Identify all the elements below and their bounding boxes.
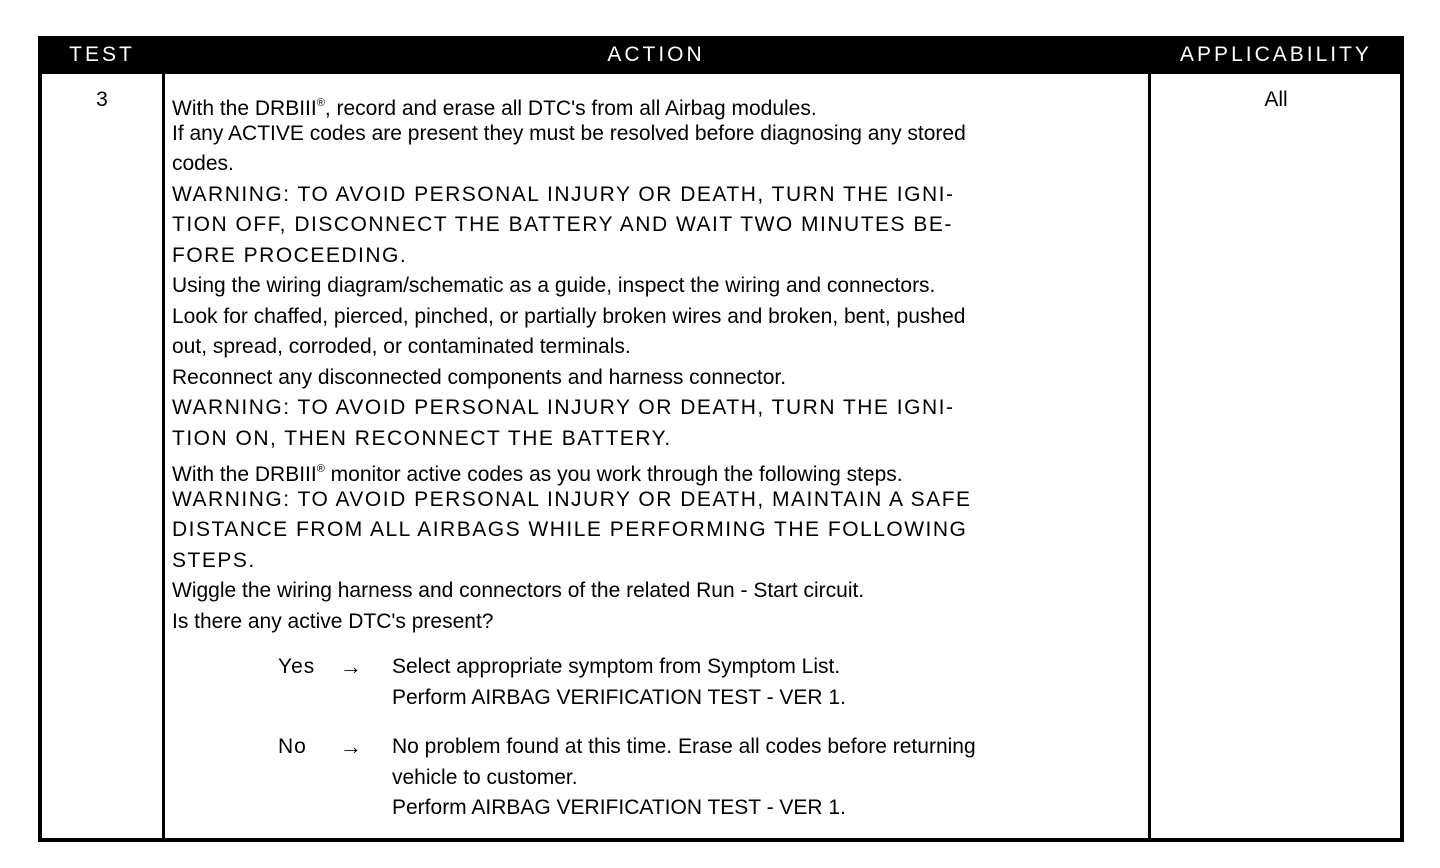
- action-line: [172, 607, 1142, 638]
- answer-no-line: Perform AIRBAG VERIFICATION TEST - VER 1.: [392, 796, 846, 819]
- arrow-right-icon: →: [340, 654, 362, 679]
- action-line-text: Is there any active DTC's present?: [172, 609, 494, 633]
- action-line-text: If any ACTIVE codes are present they must be resolved before diagnosing any stored: [172, 121, 966, 145]
- action-line-text: With the DRBIII: [172, 97, 317, 120]
- action-line: [172, 210, 1142, 241]
- action-line: [172, 332, 1142, 363]
- answer-no-line: No problem found at this time. Erase all codes before returning: [392, 735, 976, 758]
- header-test: TEST: [69, 43, 135, 66]
- action-line: [172, 302, 1142, 333]
- action-line-text: With the DRBIII: [172, 463, 317, 486]
- header-action: ACTION: [607, 43, 705, 66]
- action-line-text: WARNING: TO AVOID PERSONAL INJURY OR DEATH, TURN THE IGNI-: [172, 396, 955, 419]
- action-line-text: Reconnect any disconnected components and harness connector.: [172, 365, 787, 389]
- column-divider-test: [162, 74, 165, 838]
- answer-no-label: No: [278, 735, 307, 758]
- action-line-text: WARNING: TO AVOID PERSONAL INJURY OR DEATH, MAINTAIN A SAFE: [172, 487, 972, 511]
- diagnostic-table: [38, 36, 1404, 842]
- action-line-text: Look for chaffed, pierced, pinched, or partially broken wires and broken, bent, pushed: [172, 304, 966, 328]
- action-line: [172, 515, 1142, 546]
- action-line-text: STEPS.: [172, 548, 256, 572]
- action-line-text: Wiggle the wiring harness and connectors of the related Run - Start circuit.: [172, 579, 865, 602]
- action-line-text: Using the wiring diagram/schematic as a guide, inspect the wiring and connectors.: [172, 274, 936, 297]
- action-line-text: codes.: [172, 152, 234, 175]
- action-line-text: , record and erase all DTC's from all Airbag modules.: [324, 97, 817, 120]
- action-line: [172, 180, 1142, 211]
- action-line: [172, 424, 1142, 455]
- action-line-text: out, spread, corroded, or contaminated terminals.: [172, 335, 631, 358]
- answer-no-line: vehicle to customer.: [392, 765, 578, 789]
- action-line: [172, 363, 1142, 394]
- registered-mark: ®: [316, 463, 325, 475]
- registered-mark: ®: [316, 97, 325, 109]
- action-line: [172, 576, 1142, 607]
- applicability-value: All: [1264, 88, 1288, 111]
- answer-yes-line: Perform AIRBAG VERIFICATION TEST - VER 1.: [392, 685, 846, 709]
- answer-yes-line: Select appropriate symptom from Symptom List.: [392, 655, 841, 678]
- action-line: [172, 546, 1142, 577]
- action-line: [172, 119, 1142, 150]
- action-text: [172, 88, 1142, 637]
- action-line: [172, 149, 1142, 180]
- action-line: [172, 241, 1142, 272]
- column-divider-applicability: [1148, 74, 1151, 838]
- action-line: [172, 485, 1142, 516]
- action-line: [172, 454, 1142, 485]
- action-line: [172, 393, 1142, 424]
- action-line: [172, 88, 1142, 119]
- action-line: [172, 271, 1142, 302]
- test-number: 3: [96, 88, 108, 111]
- header-applicability: APPLICABILITY: [1180, 43, 1372, 66]
- table-header: [42, 36, 1400, 74]
- action-line-text: DISTANCE FROM ALL AIRBAGS WHILE PERFORMING THE FOLLOWING: [172, 518, 968, 541]
- action-line-text: monitor active codes as you work through the following steps.: [324, 463, 903, 486]
- action-line-text: WARNING: TO AVOID PERSONAL INJURY OR DEATH, TURN THE IGNI-: [172, 182, 955, 206]
- action-line-text: FORE PROCEEDING.: [172, 243, 408, 267]
- action-line-text: TION OFF, DISCONNECT THE BATTERY AND WAIT TWO MINUTES BE-: [172, 213, 953, 236]
- arrow-right-icon: →: [340, 734, 362, 759]
- answer-yes-label: Yes: [278, 655, 316, 678]
- action-line-text: TION ON, THEN RECONNECT THE BATTERY.: [172, 426, 672, 450]
